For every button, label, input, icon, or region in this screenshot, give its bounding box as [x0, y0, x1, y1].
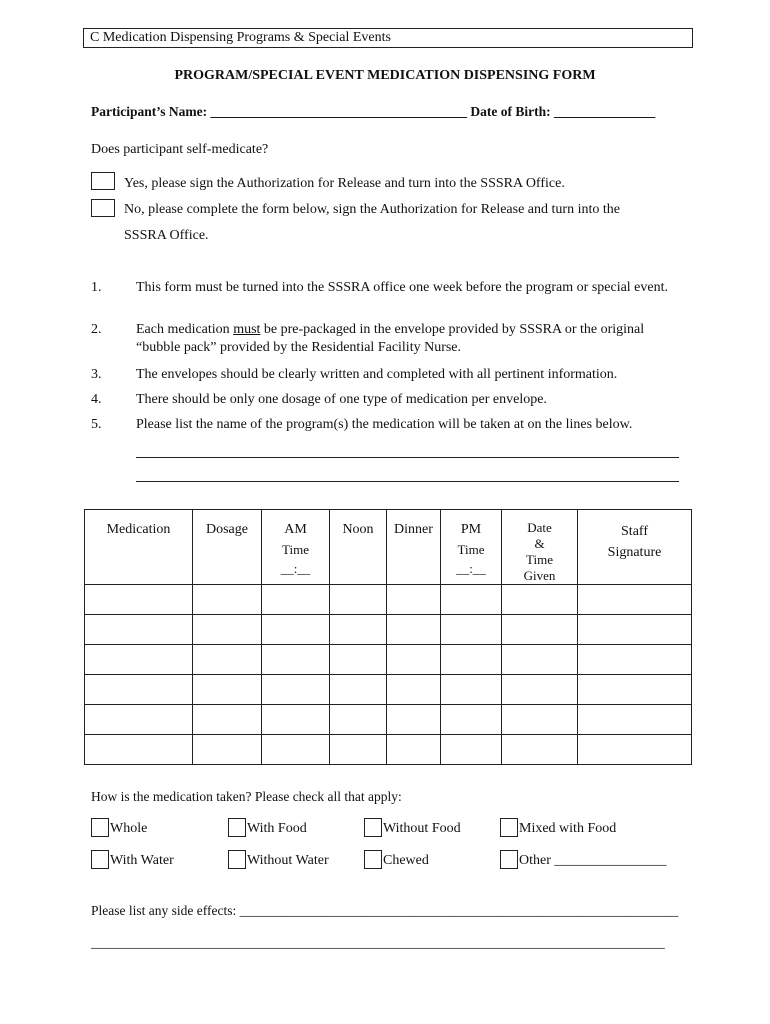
table-cell[interactable] [502, 645, 578, 675]
form-title: PROGRAM/SPECIAL EVENT MEDICATION DISPENSING FORM [174, 68, 596, 83]
header-noon: Noon [330, 510, 387, 585]
side-effects-field-2[interactable]: _____________________________________________________________________________________ [91, 935, 665, 950]
other-label: Other ________________ [519, 853, 667, 868]
table-row [85, 705, 692, 735]
header-date-time-given: Date & Time Given [502, 510, 578, 585]
whole-label: Whole [110, 821, 148, 836]
table-cell[interactable] [387, 585, 441, 615]
table-cell[interactable] [578, 735, 692, 765]
table-cell[interactable] [193, 735, 262, 765]
instruction-text: Each medication must be pre-packaged in the envelope provided by SSSRA or the original “bubble pack” provided by the Residential Facility Nurse. [136, 322, 645, 355]
table-cell[interactable] [387, 615, 441, 645]
table-cell[interactable] [330, 735, 387, 765]
header-dinner: Dinner [387, 510, 441, 585]
instruction-number: 3. [91, 367, 102, 382]
participant-info-line [91, 104, 655, 120]
table-cell[interactable] [502, 615, 578, 645]
instruction-text: Please list the name of the program(s) the medication will be taken at on the lines below. [136, 417, 633, 432]
table-cell[interactable] [441, 615, 502, 645]
instruction-number: 2. [91, 322, 102, 337]
table-cell[interactable] [330, 645, 387, 675]
header-am-time: AM Time __:__ [262, 510, 330, 585]
instruction-number: 4. [91, 392, 102, 407]
table-cell[interactable] [193, 705, 262, 735]
table-cell[interactable] [193, 615, 262, 645]
table-cell[interactable] [441, 735, 502, 765]
program-name-line[interactable] [136, 457, 679, 458]
without-water-checkbox[interactable] [228, 850, 246, 869]
table-cell[interactable] [330, 705, 387, 735]
other-checkbox[interactable] [500, 850, 518, 869]
table-cell[interactable] [387, 705, 441, 735]
table-row [85, 735, 692, 765]
table-cell[interactable] [502, 735, 578, 765]
table-row [85, 675, 692, 705]
table-cell[interactable] [441, 675, 502, 705]
instruction-text: The envelopes should be clearly written and completed with all pertinent information. [136, 367, 618, 382]
table-cell[interactable] [387, 735, 441, 765]
table-cell[interactable] [578, 645, 692, 675]
table-cell[interactable] [330, 585, 387, 615]
table-row [85, 645, 692, 675]
table-cell[interactable] [85, 705, 193, 735]
program-name-line[interactable] [136, 481, 679, 482]
dob-label: Date of Birth: [470, 104, 551, 119]
table-cell[interactable] [578, 705, 692, 735]
table-cell[interactable] [387, 675, 441, 705]
table-cell[interactable] [85, 645, 193, 675]
table-cell[interactable] [502, 585, 578, 615]
yes-option-text: Yes, please sign the Authorization for Release and turn into the SSSRA Office. [124, 176, 565, 191]
table-cell[interactable] [262, 705, 330, 735]
table-cell[interactable] [193, 675, 262, 705]
section-header: C Medication Dispensing Programs & Special Events [83, 28, 693, 48]
emphasis-must: must [233, 322, 261, 337]
participant-name-field[interactable]: ______________________________________ [210, 104, 467, 119]
table-cell[interactable] [502, 705, 578, 735]
dob-field[interactable]: _______________ [553, 104, 656, 119]
instruction-text: There should be only one dosage of one type of medication per envelope. [136, 392, 547, 407]
header-medication: Medication [85, 510, 193, 585]
instruction-text: This form must be turned into the SSSRA office one week before the program or special event. [136, 280, 668, 295]
table-cell[interactable] [330, 675, 387, 705]
table-cell[interactable] [387, 645, 441, 675]
table-cell[interactable] [193, 645, 262, 675]
side-effects-label: Please list any side effects: [91, 903, 240, 918]
instruction-number: 1. [91, 280, 102, 295]
with-food-label: With Food [247, 821, 307, 836]
table-cell[interactable] [578, 585, 692, 615]
no-checkbox[interactable] [91, 199, 115, 217]
without-food-checkbox[interactable] [364, 818, 382, 837]
table-cell[interactable] [262, 675, 330, 705]
header-dosage: Dosage [193, 510, 262, 585]
mixed-with-food-label: Mixed with Food [519, 821, 617, 836]
table-cell[interactable] [578, 615, 692, 645]
table-cell[interactable] [85, 585, 193, 615]
table-cell[interactable] [441, 645, 502, 675]
without-food-label: Without Food [383, 821, 461, 836]
table-header-row [85, 510, 692, 585]
instruction-number: 5. [91, 417, 102, 432]
table-cell[interactable] [330, 615, 387, 645]
mixed-with-food-checkbox[interactable] [500, 818, 518, 837]
table-row [85, 615, 692, 645]
no-option-text-line1: No, please complete the form below, sign the Authorization for Release and turn into the [124, 202, 620, 217]
table-cell[interactable] [262, 585, 330, 615]
with-water-label: With Water [110, 853, 174, 868]
participant-name-label: Participant’s Name: [91, 104, 208, 119]
self-medicate-question: Does participant self-medicate? [91, 142, 269, 157]
table-cell[interactable] [85, 615, 193, 645]
yes-checkbox[interactable] [91, 172, 115, 190]
side-effects-line [91, 903, 678, 919]
with-water-checkbox[interactable] [91, 850, 109, 869]
table-cell[interactable] [85, 735, 193, 765]
taken-question: How is the medication taken? Please check all that apply: [91, 789, 402, 804]
medication-table [84, 509, 692, 765]
table-row [85, 585, 692, 615]
chewed-label: Chewed [383, 853, 429, 868]
whole-checkbox[interactable] [91, 818, 109, 837]
no-option-text-line2: SSSRA Office. [124, 228, 209, 243]
chewed-checkbox[interactable] [364, 850, 382, 869]
table-cell[interactable] [85, 675, 193, 705]
table-cell[interactable] [262, 735, 330, 765]
side-effects-field[interactable]: _________________________________________________________________ [239, 903, 679, 918]
without-water-label: Without Water [247, 853, 329, 868]
table-cell[interactable] [441, 585, 502, 615]
table-cell[interactable] [193, 585, 262, 615]
table-cell[interactable] [262, 645, 330, 675]
with-food-checkbox[interactable] [228, 818, 246, 837]
table-cell[interactable] [441, 705, 502, 735]
table-cell[interactable] [578, 675, 692, 705]
table-cell[interactable] [502, 675, 578, 705]
table-cell[interactable] [262, 615, 330, 645]
header-pm-time: PM Time __:__ [441, 510, 502, 585]
header-staff-signature: Staff Signature [578, 510, 692, 585]
